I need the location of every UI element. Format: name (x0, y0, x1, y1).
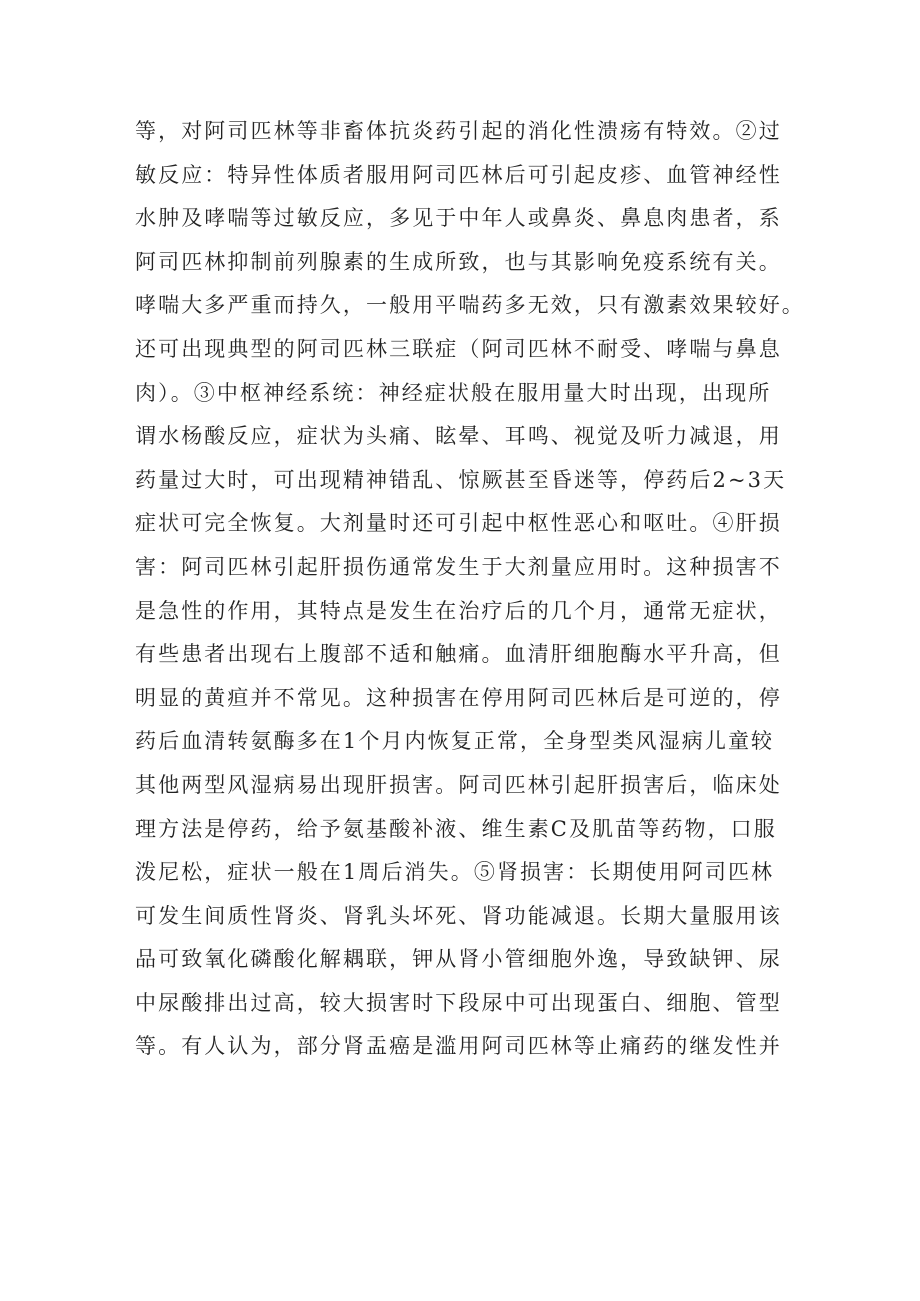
text-line: 明显的黄疸并不常见。这种损害在停用阿司匹林后是可逆的，停 (135, 685, 782, 710)
text-line: 品可致氧化磷酸化解耦联，钾从肾小管细胞外逸，导致缺钾、尿 (135, 947, 782, 972)
text-line: 还可出现典型的阿司匹林三联症（阿司匹林不耐受、哮喘与鼻息 (135, 336, 782, 361)
text-line: 等。有人认为，部分肾盂癌是滥用阿司匹林等止痛药的继发性并 (135, 1034, 782, 1059)
text-line: 可发生间质性肾炎、肾乳头坏死、肾功能减退。长期大量服用该 (135, 903, 782, 928)
text-line: 泼尼松，症状一般在1周后消失。⑤肾损害：长期使用阿司匹林 (135, 860, 775, 885)
text-line: 症状可完全恢复。大剂量时还可引起中枢性恶心和呕吐。④肝损 (135, 511, 782, 536)
text-line: 其他两型风湿病易出现肝损害。阿司匹林引起肝损害后，临床处 (135, 772, 782, 797)
text-line: 哮喘大多严重而持久，一般用平喘药多无效，只有激素效果较好。 (135, 293, 805, 318)
text-line: 等，对阿司匹林等非畜体抗炎药引起的消化性溃疡有特效。②过 (135, 119, 782, 143)
text-line: 有些患者出现右上腹部不适和触痛。血清肝细胞酶水平升高，但 (135, 642, 782, 667)
text-line: 是急性的作用，其特点是发生在治疗后的几个月，通常无症状， (135, 598, 782, 623)
text-line: 药后血清转氨酶多在1个月内恢复正常，全身型类风湿病儿童较 (135, 729, 775, 754)
body-text (135, 110, 805, 1069)
text-line: 害：阿司匹林引起肝损伤通常发生于大剂量应用时。这种损害不 (135, 554, 782, 579)
text-line: 药量过大时，可出现精神错乱、惊厥甚至昏迷等，停药后2~3天 (135, 467, 787, 492)
text-line: 敏反应：特异性体质者服用阿司匹林后可引起皮疹、血管神经性 (135, 162, 782, 187)
text-line: 中尿酸排出过高，较大损害时下段尿中可出现蛋白、细胞、管型 (135, 990, 782, 1015)
text-line: 水肿及哮喘等过敏反应，多见于中年人或鼻炎、鼻息肉患者，系 (135, 206, 782, 231)
text-line: 阿司匹林抑制前列腺素的生成所致，也与其影响免疫系统有关。 (135, 249, 782, 274)
text-line: 谓水杨酸反应，症状为头痛、眩晕、耳鸣、视觉及听力减退，用 (135, 424, 782, 449)
text-line: 肉）。③中枢神经系统：神经症状般在服用量大时出现，出现所 (135, 380, 772, 405)
text-line: 理方法是停药，给予氨基酸补液、维生素C及肌苗等药物，口服 (135, 816, 777, 841)
